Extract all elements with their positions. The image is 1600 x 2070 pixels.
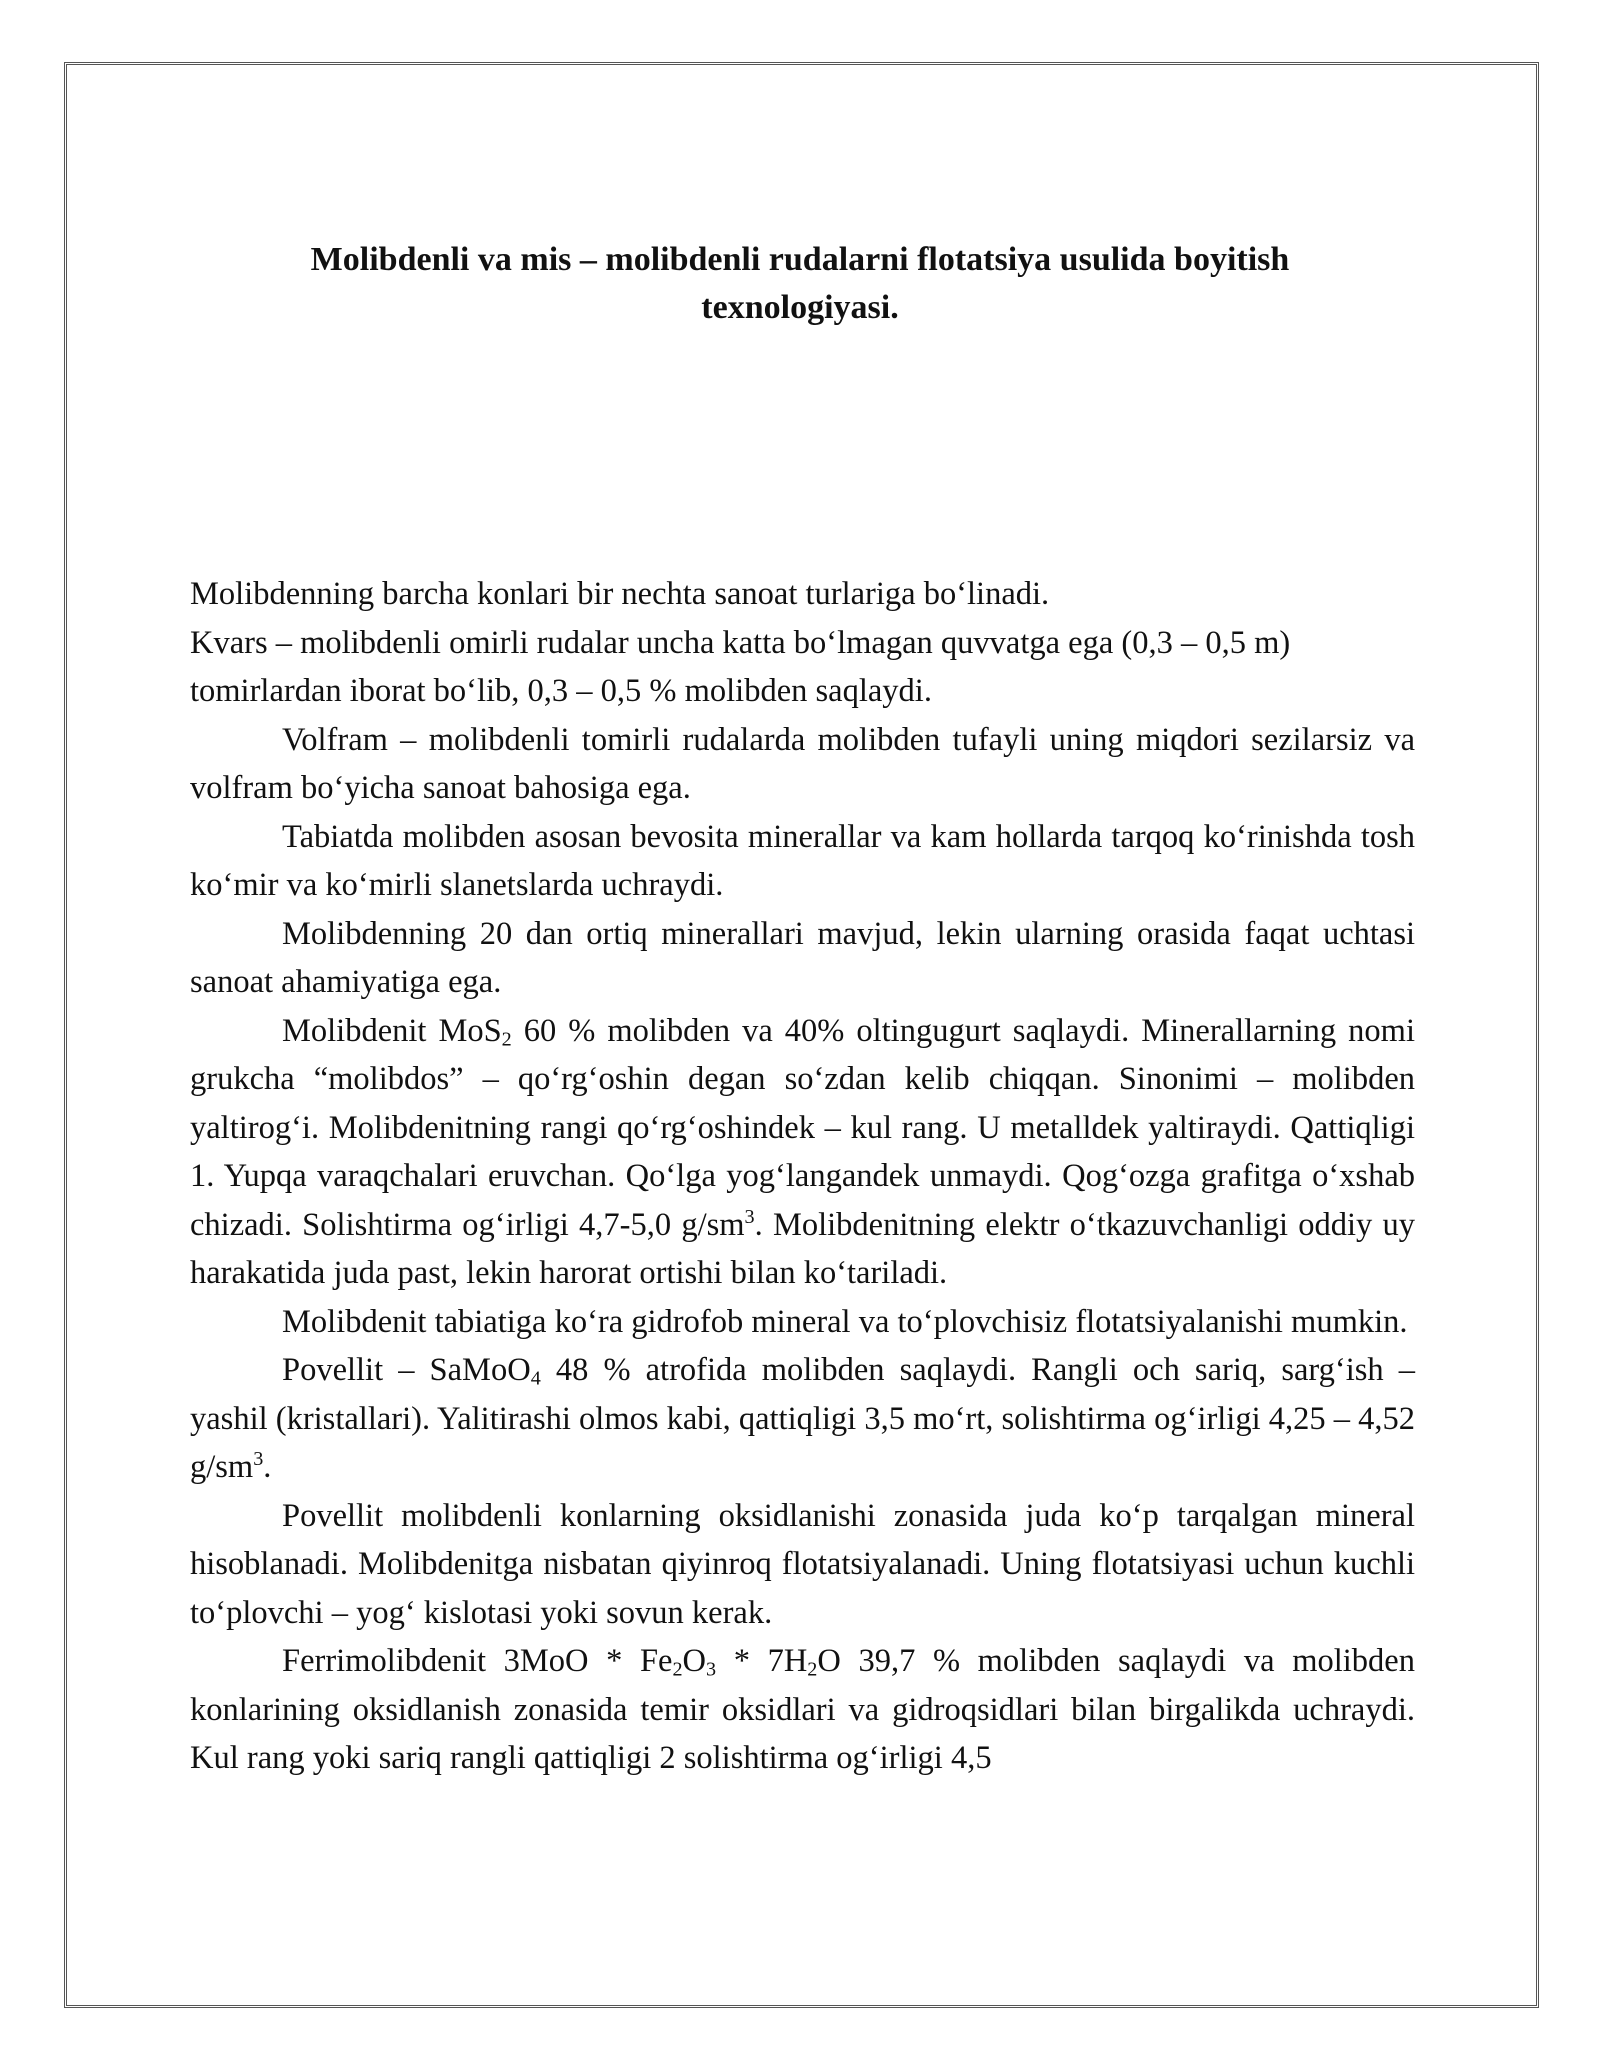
paragraph-deposit-types: Molibdenning barcha konlari bir nechta sanoat turlariga bo‘linadi.	[190, 576, 1050, 612]
paragraph-tungsten-ores: Volfram – molibdenli tomirli rudalarda molibden tufayli uning miqdori sezilarsiz va volfram bo‘yicha sanoat bahosiga ega.	[190, 721, 1415, 806]
paragraph-powellite-flotation: Povellit molibdenli konlarning oksidlanishi zonasida juda ko‘p tarqalgan mineral hisoblanadi. Molibdenitga nisbatan qiyinroq flotatsiyalanadi. Uning flotatsiyasi uchun kuchli to‘plovchi – yog‘ kislotasi yoki sovun kerak.	[190, 1497, 1415, 1631]
paragraph-ferrimolybdite: Ferrimolibdenit $3MoO * Fe_2O_3 * 7H_2O$ 39,7 % molibden saqlaydi va molibden konlarining oksidlanish zonasida temir oksidlari va gidroqsidlari bilan birgalikda uchraydi. Kul rang yoki sariq rangli qattiqligi 2 solishtirma og‘irligi 4,5	[190, 1643, 1415, 1776]
paragraph-molybdenite: Molibdenit MoS$_2$ 60 % molibden va 40% oltingugurt saqlaydi. Minerallarning nomi grukcha “molibdos” – qo‘rg‘oshin degan so‘zdan kelib chiqqan. Sinonimi – molibden yaltirog‘i. Molibdenitning rangi qo‘rg‘oshindek – kul rang. U metalldek yaltiraydi. Qattiqligi 1. Yupqa varaqchalari eruvchan. Qo‘lga yog‘langandek unmaydi. Qog‘ozga grafitga o‘xshab chizadi. Solishtirma og‘irligi 4,7-5,0 $g/sm^3$. Molibdenitning elektr o‘tkazuvchanligi oddiy uy harakatida juda past, lekin harorat ortishi bilan ko‘tariladi.	[190, 1012, 1415, 1291]
paragraph-minerals-count: Molibdenning 20 dan ortiq minerallari mavjud, lekin ularning orasida faqat uchtasi sanoat ahamiyatiga ega.	[190, 915, 1415, 1000]
document-body	[190, 570, 1415, 1783]
document-title: Molibdenli va mis – molibdenli rudalarni flotatsiya usulida boyitish texnologiyasi.	[310, 241, 1290, 326]
paragraph-powellite: Povellit – SaMoO$_4$ 48 % atrofida molibden saqlaydi. Rangli och sariq, sarg‘ish – yashil (kristallari). Yalitirashi olmos kabi, qattiqligi 3,5 mo‘rt, solishtirma og‘irligi 4,25 – 4,52 $g/sm^3$.	[190, 1352, 1415, 1485]
paragraph-occurrence: Tabiatda molibden asosan bevosita minerallar va kam hollarda tarqoq ko‘rinishda tosh ko‘mir va ko‘mirli slanetslarda uchraydi.	[190, 818, 1415, 903]
paragraph-molybdenite-flotation: Molibdenit tabiatiga ko‘ra gidrofob mineral va to‘plovchisiz flotatsiyalanishi mumkin.	[282, 1303, 1408, 1340]
paragraph-quartz-ores: Kvars – molibdenli omirli rudalar uncha katta bo‘lmagan quvvatga ega (0,3 – 0,5 m) tomirlardan iborat bo‘lib, 0,3 – 0,5 % molibden saqlaydi.	[190, 624, 1291, 709]
